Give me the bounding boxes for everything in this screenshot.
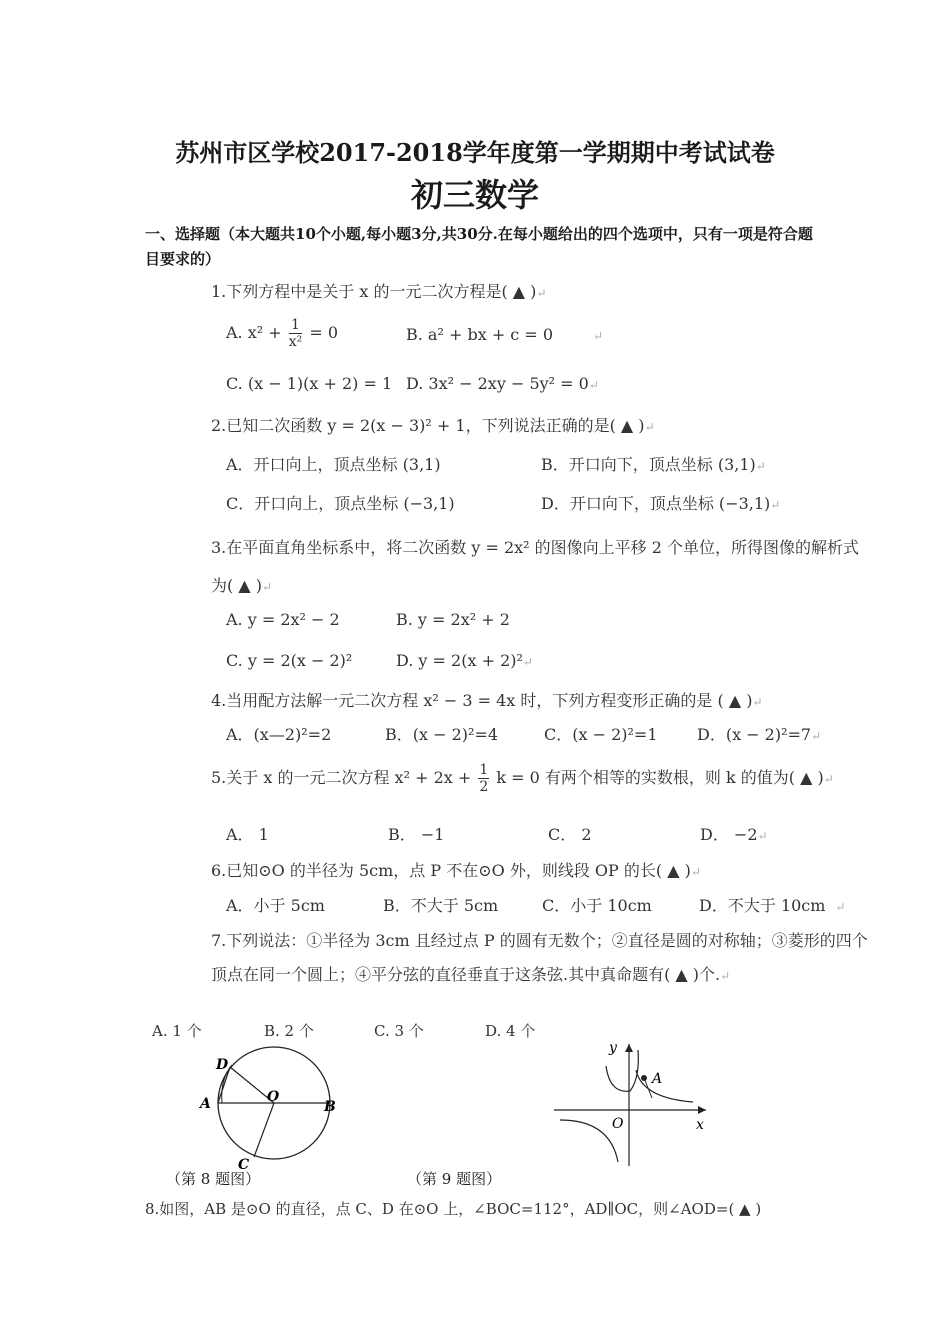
section-heading: 一、选择题（本大题共10个小题,每小题3分,共30分.在每小题给出的四个选项中，只有一项是符合题目要求的）	[145, 225, 813, 268]
figure-9-caption: （第 9 题图）	[407, 1170, 502, 1188]
label-a: A	[200, 1096, 211, 1112]
fraction: $\frac{1}{\text{x²}}$	[288, 317, 303, 350]
question-3-option-d: D. y = 2(x + 2)²↵	[396, 651, 533, 670]
question-4-option-c: C．(x − 2)²=1	[544, 725, 658, 744]
tangent-mark	[644, 1078, 652, 1098]
question-2-option-d: D．开口向下，顶点坐标 (−3,1)↵	[541, 494, 781, 513]
question-6-option-c: C．小于 10cm	[542, 896, 652, 915]
question-1-option-b: B. a² + bx + c = 0 ↵	[406, 325, 604, 344]
question-3-option-b: B. y = 2x² + 2	[396, 610, 510, 629]
question-6-option-a: A．小于 5cm	[226, 896, 325, 915]
figure-8-circle-diagram	[190, 1045, 350, 1175]
question-4-stem: 4.当用配方法解一元二次方程 x² − 3 = 4x 时，下列方程变形正确的是 ( ▲ )↵	[211, 691, 763, 710]
question-1-option-a: A. x² + $\frac{1}{\text{x²}}$ = 0	[226, 317, 339, 350]
question-2-option-c: C．开口向上，顶点坐标 (−3,1)	[226, 494, 455, 513]
label-c: C	[238, 1157, 250, 1173]
question-6-option-b: B．不大于 5cm	[383, 896, 499, 915]
figure-8-caption: （第 8 题图）	[166, 1170, 261, 1188]
question-7-option-d: D. 4 个	[485, 1022, 536, 1040]
question-3-option-c: C. y = 2(x − 2)²	[226, 651, 353, 670]
radius-oc	[254, 1103, 274, 1157]
question-3-stem-line2: 为( ▲ )↵	[211, 576, 273, 595]
question-4-option-d: D．(x − 2)²=7↵	[697, 725, 822, 744]
label-y: y	[609, 1040, 617, 1056]
question-5-option-c: C． 2	[548, 825, 592, 844]
question-5-option-b: B． −1	[388, 825, 445, 844]
subject-title: 初三数学	[410, 176, 539, 214]
question-2-option-b: B．开口向下，顶点坐标 (3,1)↵	[541, 455, 766, 474]
question-5-option-a: A． 1	[226, 825, 269, 844]
question-2-option-a: A．开口向上，顶点坐标 (3,1)	[226, 455, 441, 474]
label-o: O	[612, 1116, 624, 1132]
y-axis-arrow	[625, 1044, 633, 1052]
question-3-option-a: A. y = 2x² − 2	[226, 610, 340, 629]
label-x: x	[696, 1117, 704, 1133]
question-7-stem-line1: 7.下列说法：①半径为 3cm 且经过点 P 的圆有无数个；②直径是圆的对称轴；③菱形的四个	[211, 931, 868, 950]
label-d: D	[216, 1057, 229, 1073]
exam-title: 苏州市区学校2017-2018学年度第一学期期中考试试卷	[175, 138, 775, 167]
question-7-option-b: B. 2 个	[264, 1022, 314, 1040]
question-7-option-c: C. 3 个	[374, 1022, 424, 1040]
question-1-option-c: C. (x − 1)(x + 2) = 1	[226, 374, 393, 393]
question-7-option-a: A. 1 个	[152, 1022, 202, 1040]
question-4-option-a: A．(x—2)²=2	[226, 725, 332, 744]
question-7-stem-line2: 顶点在同一个圆上；④平分弦的直径垂直于这条弦.其中真命题有( ▲ )个.↵	[211, 965, 731, 984]
question-6-stem: 6.已知⊙O 的半径为 5cm，点 P 不在⊙O 外，则线段 OP 的长( ▲ )↵	[211, 861, 701, 880]
question-5-stem: 5.关于 x 的一元二次方程 x² + 2x + $\frac{1}{2}$ k = 0 有两个相等的实数根，则 k 的值为( ▲ )↵	[211, 762, 834, 795]
fraction: $\frac{1}{2}$	[479, 762, 489, 795]
label-b: B	[324, 1099, 336, 1115]
question-4-option-b: B．(x − 2)²=4	[385, 725, 499, 744]
question-3-stem-line1: 3.在平面直角坐标系中，将二次函数 y = 2x² 的图像向上平移 2 个单位，所得图像的解析式	[211, 538, 860, 557]
x-axis-arrow	[698, 1106, 706, 1114]
label-o: O	[267, 1089, 280, 1105]
question-6-option-d: D．不大于 10cm ↵	[699, 896, 846, 915]
parabola-curve	[606, 1050, 638, 1091]
question-1-stem: 1.下列方程中是关于 x 的一元二次方程是( ▲ )↵	[211, 282, 547, 301]
label-a: A	[652, 1071, 663, 1087]
hyperbola-branch-3	[560, 1120, 618, 1162]
question-1-option-d: D. 3x² − 2xy − 5y² = 0↵	[406, 374, 599, 393]
question-8-stem: 8.如图，AB 是⊙O 的直径，点 C、D 在⊙O 上，∠BOC=112°，AD∥OC，则∠AOD=( ▲ )	[145, 1200, 762, 1218]
question-5-option-d: D． −2↵	[700, 825, 768, 844]
figure-9-graph	[548, 1036, 718, 1171]
hyperbola-branch-1	[636, 1070, 693, 1102]
question-2-stem: 2.已知二次函数 y = 2(x − 3)² + 1，下列说法正确的是( ▲ )↵	[211, 416, 655, 435]
